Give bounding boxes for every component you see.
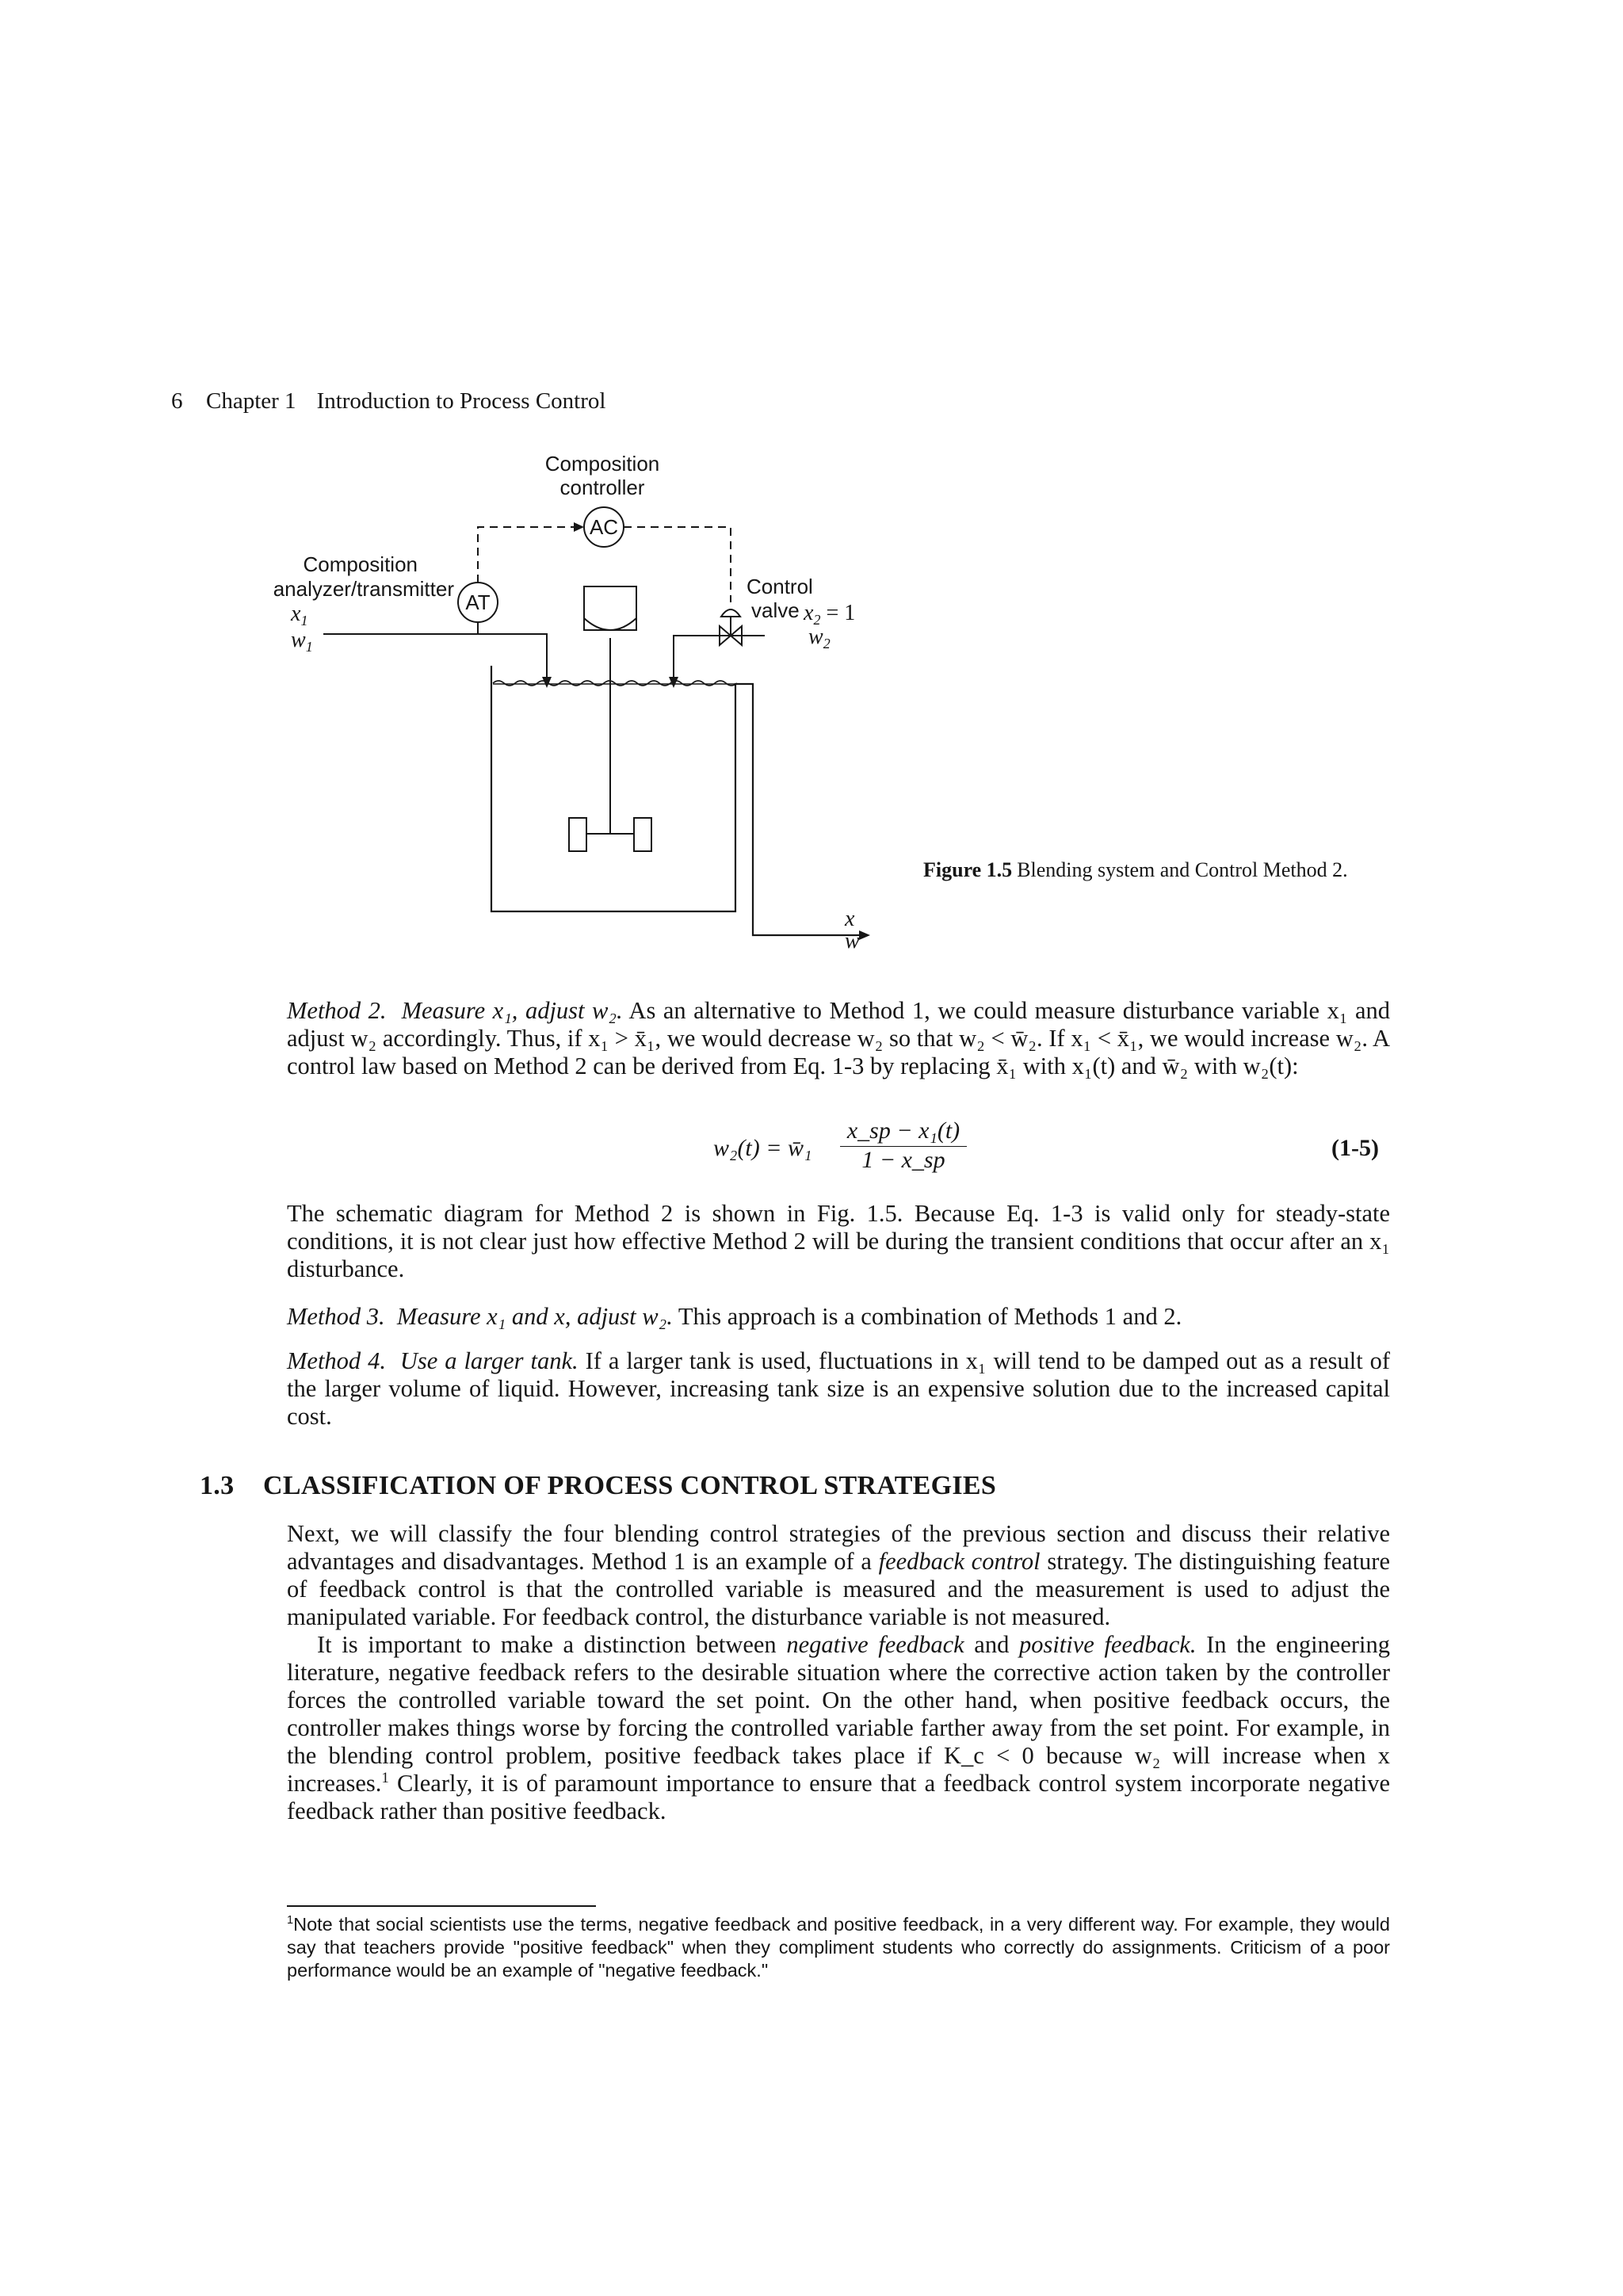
controller-label-2: controller (559, 476, 645, 499)
method3-text: This approach is a combination of Methods 1 and 2. (678, 1303, 1182, 1330)
equation-denominator: 1 − x_sp (861, 1147, 945, 1173)
section-heading (200, 1471, 996, 1501)
running-head (171, 388, 605, 415)
footnote-mark: 1 (287, 1914, 294, 1927)
method4-text: If a larger tank is used, fluctuations in x₁ will tend to be damped out as a result of the larger volume of liquid. However, increasing tank size is an expensive solution due to the increased capital cost. (287, 1347, 1391, 1430)
inlet1-w: $w_1$ (291, 628, 313, 655)
impeller-blade-right (634, 818, 651, 851)
inlet1-x: $x_1$ (291, 602, 308, 628)
section-title: CLASSIFICATION OF PROCESS CONTROL STRATEGIES (263, 1471, 997, 1500)
motor-base (584, 618, 636, 630)
signal-line-at-ac (478, 527, 579, 583)
controller-label-1: Composition (544, 452, 660, 476)
impeller-blade-left (569, 818, 586, 851)
equation-1-5 (713, 1117, 1395, 1181)
method4-paragraph (287, 1347, 1390, 1431)
method4-detail: Use a larger tank. (399, 1347, 579, 1374)
signal-line-ac-valve (624, 527, 731, 602)
liquid-surface (493, 681, 737, 686)
outlet-arrow (859, 930, 870, 940)
method3-detail: Measure x₁ and x, adjust w₂. (396, 1303, 673, 1330)
caption-label: Figure 1.5 (923, 858, 1013, 881)
method4-head: Method 4. (287, 1347, 386, 1374)
section-paragraph-1: Next, we will classify the four blending control strategies of the previous section and discuss their relative advantages and disadvantages. Method 1 is an example of a feedback control strategy. The distinguishing feature of feedback control is that the controlled variable is measured and the measurement is used to adjust the manipulated variable. For feedback control, the disturbance variable is not measured. (287, 1520, 1390, 1630)
method3-paragraph (287, 1303, 1390, 1331)
method2-text: As an alternative to Method 1, we could measure disturbance variable x₁ and adjust w₂ accordingly. Thus, if x₁ > x̄₁, we would decrease w₂ so that w₂ < w̄₂. If x₁ < x̄₁, we would increase w₂. A control law based on Method 2 can be derived from Eq. 1-3 by replacing x̄₁ with x₁(t) and w̄₂ with w₂(t): (287, 997, 1391, 1079)
equation-lhs: w₂(t) = w̄₁ (713, 1135, 812, 1161)
after-equation-paragraph (287, 1200, 1390, 1283)
controller-tag: AC (589, 515, 619, 539)
figure-caption (923, 858, 1367, 883)
equation-numerator: x_sp − x₁(t) (840, 1117, 967, 1147)
valve-label-2: valve (751, 598, 800, 622)
section-number: 1.3 (200, 1471, 235, 1500)
method2-paragraph (287, 997, 1390, 1080)
valve-actuator (721, 609, 740, 617)
blending-system-figure (262, 444, 975, 951)
equation-fraction (840, 1117, 967, 1174)
signal-arrow (574, 522, 584, 532)
after-equation-text: The schematic diagram for Method 2 is shown in Fig. 1.5. Because Eq. 1-3 is valid only for steady-state conditions, it is not clear just how effective Method 2 will be during the transient conditions that occur after an x₁ disturbance. (287, 1200, 1390, 1282)
footnote (287, 1913, 1390, 1982)
analyzer-label-1: Composition (303, 552, 418, 576)
footnote-ref: 1 (381, 1769, 389, 1786)
chapter-label: Chapter 1 (206, 388, 296, 414)
method2-head: Method 2. (287, 997, 387, 1024)
section-paragraph-2: It is important to make a distinction between negative feedback and positive feedback. In the engineering literature, negative feedback refers to the desirable situation where the corrective action taken by the controller forces the controlled variable toward the set point. On the other hand, when positive feedback occurs, the controller makes things worse by forcing the controlled variable farther away from the set point. For example, in the blending control problem, positive feedback takes place if K_c < 0 because w₂ will increase when x increases.$^1$ Clearly, it is of paramount importance to ensure that a feedback control system incorporate negative feedback rather than positive feedback. (287, 1631, 1391, 1824)
analyzer-tag: AT (465, 590, 491, 614)
equation-number: (1-5) (1331, 1135, 1379, 1161)
inlet2-arrow (669, 677, 678, 688)
caption-text: Blending system and Control Method 2. (1017, 858, 1348, 881)
tank-and-outlet (491, 666, 864, 935)
inlet1-pipe (323, 634, 547, 682)
analyzer-label-2: analyzer/transmitter (273, 577, 454, 601)
page-number: 6 (171, 388, 183, 414)
outlet-w: w (845, 929, 860, 953)
inlet2-x: $x_2 = 1$ (804, 601, 856, 628)
footnote-text: Note that social scientists use the terms, negative feedback and positive feedback, in a very different way. For example, they would say that teachers provide "positive feedback" when they compliment students who correctly do assignments. Criticism of a poor performance would be an example of "negative feedback." (287, 1914, 1390, 1981)
footnote-rule (287, 1905, 596, 1907)
chapter-title: Introduction to Process Control (316, 388, 606, 414)
valve-label-1: Control (747, 575, 813, 598)
method2-detail: Measure x₁, adjust w₂. (401, 997, 623, 1024)
method3-head: Method 3. (287, 1303, 385, 1330)
outlet-x: x (845, 907, 855, 931)
inlet2-w: $w_2$ (808, 625, 831, 651)
section-body (287, 1520, 1390, 1825)
